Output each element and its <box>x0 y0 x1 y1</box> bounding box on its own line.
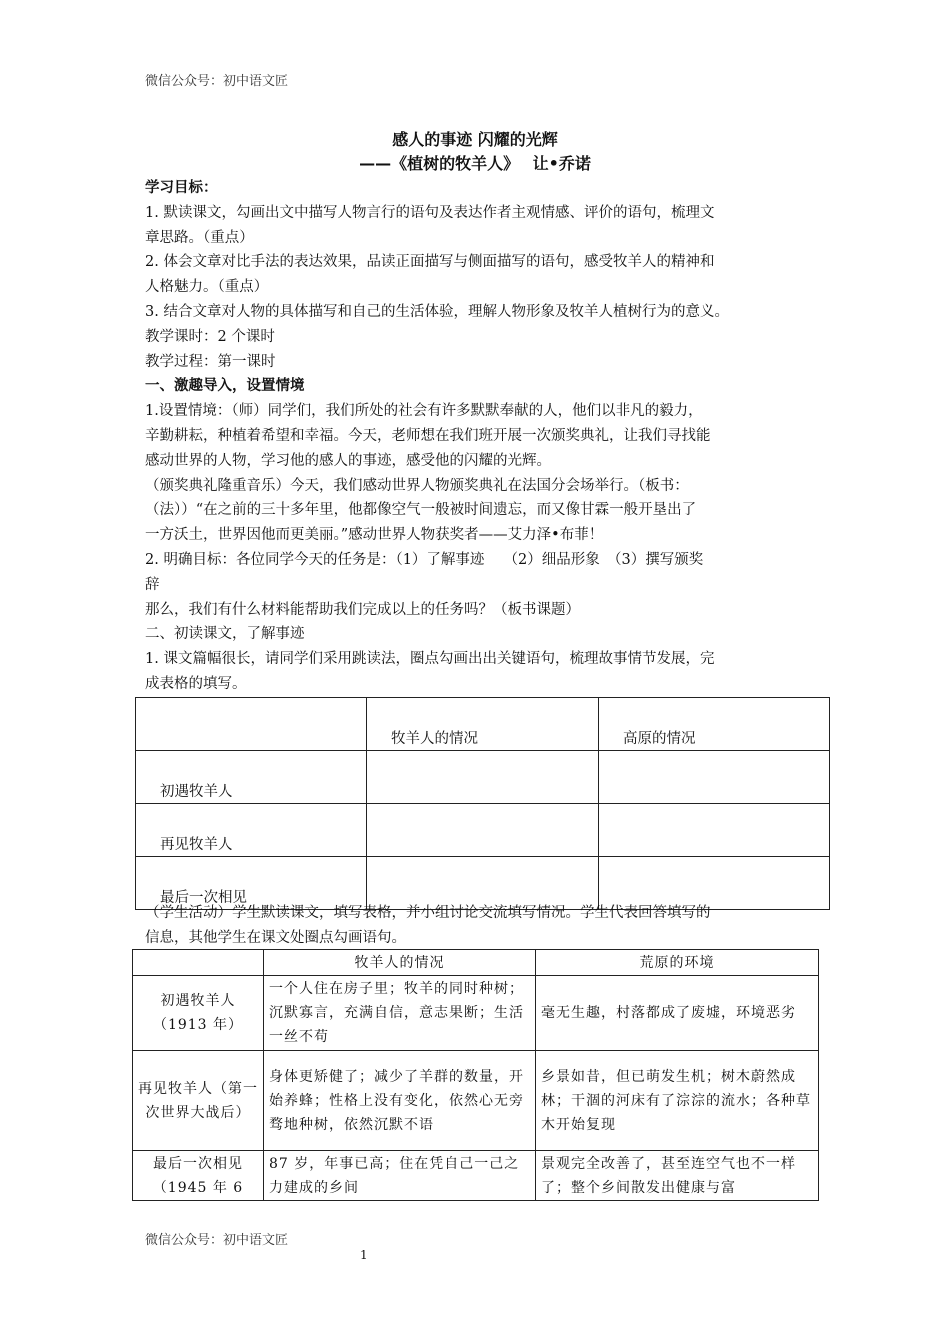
text-line: （颁奖典礼隆重音乐）今天，我们感动世界人物颁奖典礼在法国分会场举行。（板书： <box>145 477 689 494</box>
text-line: 2. 体会文章对比手法的表达效果，品读正面描写与侧面描写的语句，感受牧羊人的精神和 <box>145 254 715 271</box>
text-line: 教学课时：2 个课时 <box>145 328 275 345</box>
table-cell: 景观完全改善了，甚至连空气也不一样了；整个乡间散发出健康与富 <box>536 1151 819 1201</box>
text-line: 成表格的填写。 <box>145 675 247 692</box>
text-line: 人格魅力。（重点） <box>145 279 269 296</box>
table-cell <box>599 751 830 804</box>
table-cell: 87 岁，年事已高；住在凭自己一己之力建成的乡间 <box>264 1151 536 1201</box>
text-line: 2. 明确目标：各位同学今天的任务是：（1）了解事迹 （2）细品形象 （3）撰写颁奖 <box>145 551 704 568</box>
page-header: 微信公众号：初中语文匠 <box>145 74 289 89</box>
table-cell: 初遇牧羊人 <box>136 751 367 804</box>
page-number: 1 <box>360 1248 368 1262</box>
text-line: 二、初读课文，了解事迹 <box>145 626 305 643</box>
text-line: 一方沃土，世界因他而更美丽。”感动世界人物获奖者——艾力泽•布菲！ <box>145 527 604 544</box>
document-subtitle: ——《植树的牧羊人》 让•乔诺 <box>359 154 591 173</box>
table-cell: 乡景如昔，但已萌发生机；树木蔚然成林；干涸的河床有了淙淙的流水；各种草木开始复现 <box>536 1051 819 1151</box>
text-line: （法））“在之前的三十多年里，他都像空气一般被时间遗忘，而又像甘霖一般开垦出了 <box>145 502 697 519</box>
text-line: 辛勤耕耘，种植着希望和幸福。今天，老师想在我们班开展一次颁奖典礼，让我们寻找能 <box>145 427 711 444</box>
text-line: 那么，我们有什么材料能帮助我们完成以上的任务吗？（板书课题） <box>145 601 580 618</box>
text-line: 教学过程：第一课时 <box>145 353 276 370</box>
table-header: 牧羊人的情况 <box>264 950 536 976</box>
table-row <box>136 751 830 804</box>
document-title: 感人的事迹 闪耀的光辉 <box>392 130 558 149</box>
table-cell: 最后一次相见 <box>136 857 367 910</box>
after-table-text <box>145 901 835 951</box>
section-heading: 学习目标： <box>145 180 218 196</box>
table-cell <box>367 804 599 857</box>
text-line: （学生活动）学生默读课文，填写表格，并小组讨论交流填写情况。学生代表回答填写的 <box>145 905 711 921</box>
table-header <box>133 950 264 976</box>
table-cell: 初遇牧羊人（1913 年） <box>133 976 264 1051</box>
table-header: 高原的情况 <box>599 698 830 751</box>
page-footer: 微信公众号：初中语文匠 <box>145 1233 289 1248</box>
table-header: 荒原的环境 <box>536 950 819 976</box>
table-cell: 再见牧羊人 <box>136 804 367 857</box>
document-body <box>145 176 835 697</box>
text-line: 章思路。（重点） <box>145 229 254 246</box>
table-cell: 一个人住在房子里；牧羊的同时种树；沉默寡言，充满自信，意志果断；生活一丝不苟 <box>264 976 536 1051</box>
text-line: 辞 <box>145 576 160 593</box>
answer-table <box>132 949 819 1201</box>
text-line: 信息，其他学生在课文处圈点勾画语句。 <box>145 929 406 946</box>
table-cell: 再见牧羊人（第一次世界大战后） <box>133 1051 264 1151</box>
blank-table <box>135 697 830 910</box>
table-row <box>136 804 830 857</box>
table-cell: 毫无生趣，村落都成了废墟，环境恶劣 <box>536 976 819 1051</box>
text-line: 1. 默读课文，勾画出文中描写人物言行的语句及表达作者主观情感、评价的语句，梳理文 <box>145 204 715 221</box>
table-row <box>133 1151 819 1201</box>
section-heading: 一、激趣导入，设置情境 <box>145 378 305 395</box>
text-line: 1.设置情境：（师）同学们，我们所处的社会有许多默默奉献的人，他们以非凡的毅力， <box>145 403 703 420</box>
table-header: 牧羊人的情况 <box>367 698 599 751</box>
table-cell: 身体更矫健了；减少了羊群的数量，开始养蜂；性格上没有变化，依然心无旁骛地种树，依然沉默不语 <box>264 1051 536 1151</box>
text-line: 3. 结合文章对人物的具体描写和自己的生活体验，理解人物形象及牧羊人植树行为的意义。 <box>145 303 729 320</box>
table-row <box>133 1051 819 1151</box>
table-cell <box>367 751 599 804</box>
table-header <box>136 698 367 751</box>
table-row <box>133 976 819 1051</box>
table-cell <box>599 804 830 857</box>
text-line: 感动世界的人物，学习他的感人的事迹，感受他的闪耀的光辉。 <box>145 452 551 469</box>
table-cell: 最后一次相见（1945 年 6 <box>133 1151 264 1201</box>
text-line: 1. 课文篇幅很长，请同学们采用跳读法，圈点勾画出出关键语句，梳理故事情节发展，完 <box>145 651 715 668</box>
